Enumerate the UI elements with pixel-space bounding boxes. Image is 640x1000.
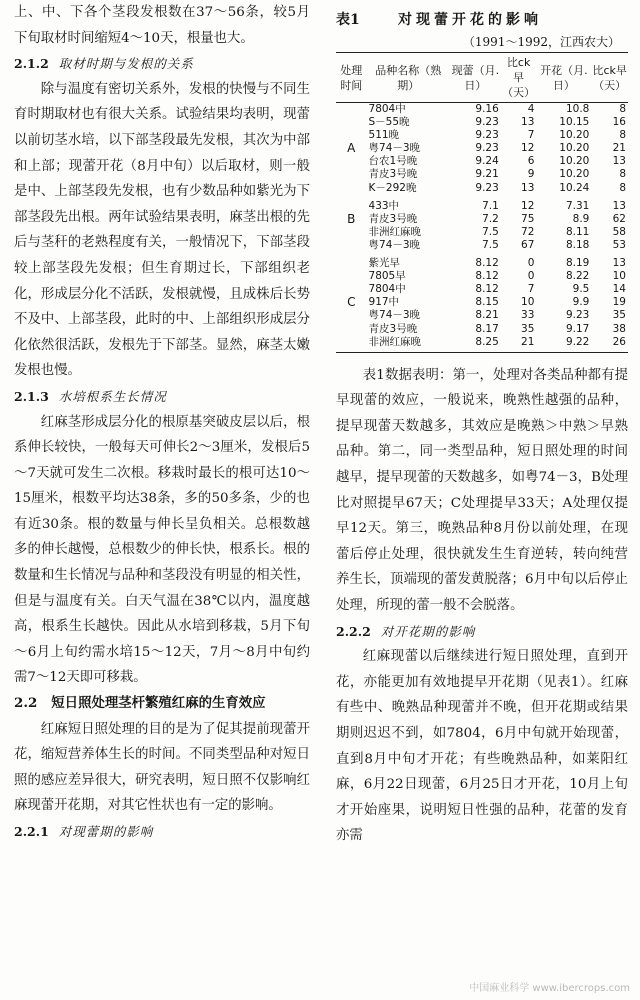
value-cell: 9.17 — [565, 322, 590, 335]
value-cell: 8.9 — [572, 212, 590, 225]
variety-cell: 7804中 — [368, 283, 406, 296]
heading-2-2 — [14, 691, 310, 717]
heading-title: 取材时期与发根的关系 — [58, 56, 194, 72]
value-cell: 8 — [619, 129, 626, 142]
header-cell: 比ck早（天） — [501, 53, 537, 103]
group-cell — [336, 239, 367, 252]
value-cell: 10.20 — [559, 129, 590, 142]
variety-cell: 粤74－3晚 — [368, 238, 421, 251]
heading-number: 2.1.2 — [14, 56, 49, 72]
value-cell: 12 — [521, 142, 535, 155]
value-cell: 9.21 — [475, 168, 499, 181]
variety-cell: K－292晚 — [368, 181, 417, 194]
value-cell: 13 — [612, 199, 626, 212]
group-cell — [336, 226, 367, 239]
value-cell: 21 — [612, 142, 626, 155]
variety-cell: 粤74－3晚 — [368, 142, 421, 155]
header-cell: 开花（月.日） — [536, 53, 591, 103]
heading-number: 2.2.2 — [336, 623, 371, 639]
group-cell — [336, 336, 367, 353]
value-cell: 19 — [612, 296, 626, 309]
value-cell: 58 — [612, 225, 626, 238]
value-cell: 9.9 — [572, 296, 590, 309]
group-cell — [336, 270, 367, 283]
group-cell — [336, 195, 367, 213]
value-cell: 16 — [612, 116, 626, 129]
value-cell: 8.11 — [565, 225, 590, 238]
value-cell: 13 — [612, 257, 626, 270]
group-cell — [336, 323, 367, 336]
table-row — [336, 168, 628, 181]
table-row — [336, 213, 628, 226]
group-cell — [336, 252, 367, 270]
value-cell: 7.5 — [482, 238, 499, 251]
value-cell: 8.19 — [565, 257, 590, 270]
table-title: 对现蕾开花的影响 — [398, 12, 542, 28]
value-cell: 7.1 — [482, 199, 499, 212]
table-row — [336, 182, 628, 195]
table-row — [336, 270, 628, 283]
value-cell: 8 — [619, 181, 626, 194]
value-cell: 8.17 — [475, 322, 499, 335]
variety-cell: S－55晚 — [368, 116, 410, 129]
value-cell: 9.23 — [475, 116, 499, 129]
table-row — [336, 336, 628, 353]
value-cell: 10.8 — [565, 103, 590, 115]
paragraph-2-2-2: 红麻现蕾以后继续进行短日照处理，直到开花，亦能更加有效地提早开花期（见表1）。红麻有些中、晚熟品种现蕾并不晚，但开花期或结果期则迟迟不到，如7804，6月中旬就开始现蕾，直到8月中旬才开花；有些晚熟品种，如莱阳红麻，6月22日现蕾，6月25日才开花，10月上旬才开始座果，说明短日性强的品种，花蕾的发育亦需 — [336, 649, 628, 844]
table-row — [336, 296, 628, 309]
group-cell — [336, 155, 367, 168]
value-cell: 9.23 — [475, 181, 499, 194]
group-cell — [336, 168, 367, 181]
paragraph-2-1-2: 除与温度有密切关系外，发根的快慢与不同生育时期取材也有很大关系。试验结果均表明，现蕾以前切茎水培，以下部茎段最先发根，其次为中部和上部；现蕾开花（8月中旬）以后取材，则一般是中、上部茎段先发根，也有少数品种如紫光为下部茎段先出根。两年试验结果表明，麻茎出根的先后与茎秆的老熟程度有关，一般情况下，下部茎段较上部茎段先发根；但生育期过长，下部组织老化，形成层分化不活跃，发根就慢，且成株后长势不及中、上部茎段，此时的中、上部组织形成层分化依然很活跃，发根先于下部茎。显然，麻茎太嫩发根也慢。 — [14, 81, 310, 379]
value-cell: 10.20 — [559, 142, 590, 155]
group-cell: C — [347, 295, 356, 310]
variety-cell: 台农1号晚 — [368, 155, 418, 168]
heading-2-2-2 — [336, 619, 628, 645]
heading-2-2-1 — [14, 819, 310, 845]
value-cell: 12 — [521, 199, 535, 212]
value-cell: 10.20 — [559, 155, 590, 168]
heading-number: 2.1.3 — [14, 388, 49, 404]
value-cell: 9.24 — [475, 155, 499, 168]
variety-cell: 7805早 — [368, 270, 406, 283]
value-cell: 35 — [521, 322, 535, 335]
data-table — [336, 52, 628, 353]
paragraph-table-analysis: 表1数据表明：第一，处理对各类品种都有提早现蕾的效应，一般说来，晚熟性越强的品种，提早现蕾天数越多，其效应是晚熟＞中熟＞早熟品种。第二，同一类型品种，短日照处理的时间越早，提早现蕾的天数越多，如粤74－3，B处理比对照提早67天；C处理提早33天；A处理仅提早12天。第三，晚熟品种8月份以前处理，在现蕾后停止处理，很快就发生生育逆转，转向纯营养生长，顶端现的蕾发黄脱落；6月中旬以后停止处理，所现的蕾一般不会脱落。 — [336, 367, 628, 614]
group-cell — [336, 116, 367, 129]
variety-cell: 青皮3号晚 — [368, 212, 418, 225]
value-cell: 7 — [527, 129, 535, 142]
header-cell: 处理时间 — [336, 53, 367, 103]
table-row — [336, 226, 628, 239]
heading-title: 对开花期的影响 — [380, 623, 476, 639]
table-row — [336, 283, 628, 296]
table-subtitle: （1991～1992，江西农大） — [462, 35, 620, 49]
variety-cell: 青皮3号晚 — [368, 168, 418, 181]
value-cell: 9.16 — [475, 103, 499, 115]
heading-title: 短日照处理茎杆繁殖红麻的生育效应 — [51, 695, 266, 712]
variety-cell: 511晚 — [368, 129, 400, 142]
table-row — [336, 323, 628, 336]
value-cell: 67 — [521, 238, 535, 251]
left-column — [14, 0, 310, 845]
value-cell: 26 — [591, 336, 628, 353]
variety-cell: 917中 — [368, 296, 400, 309]
group-cell: A — [347, 141, 356, 156]
value-cell: 8.12 — [475, 283, 499, 296]
value-cell: 8.15 — [475, 296, 499, 309]
value-cell: 35 — [612, 309, 626, 322]
heading-number: 2.2.1 — [14, 824, 49, 839]
table-body — [336, 103, 628, 353]
variety-cell: 433中 — [368, 199, 400, 212]
heading-2-1-2 — [14, 51, 310, 77]
variety-cell: 非洲红麻晚 — [368, 225, 422, 238]
value-cell: 9.5 — [572, 283, 590, 296]
value-cell: 13 — [521, 116, 535, 129]
value-cell: 8.12 — [475, 257, 499, 270]
variety-cell: 紫光早 — [368, 257, 401, 270]
value-cell: 4 — [527, 103, 535, 115]
value-cell: 9.23 — [565, 309, 590, 322]
value-cell: 9.23 — [475, 142, 499, 155]
variety-cell: 7804中 — [368, 103, 406, 115]
value-cell: 0 — [527, 270, 535, 283]
table-row — [336, 142, 628, 155]
group-cell: B — [347, 211, 356, 226]
value-cell: 10.20 — [559, 168, 590, 181]
value-cell: 8 — [619, 168, 626, 181]
value-cell: 8.18 — [565, 238, 590, 251]
value-cell: 8.12 — [475, 270, 499, 283]
table-row — [336, 103, 628, 117]
watermark: 中国麻业科学 www.ibercrops.com — [469, 983, 630, 994]
table-row — [336, 129, 628, 142]
value-cell: 8 — [619, 103, 626, 115]
header-cell: 现蕾（月.日） — [450, 53, 501, 103]
header-cell: 比ck早（天） — [591, 53, 628, 103]
value-cell: 33 — [521, 309, 535, 322]
header-cell: 品种名称（熟期） — [367, 53, 450, 103]
table-label: 表1 — [336, 12, 360, 28]
group-cell — [336, 103, 367, 117]
value-cell: 9.23 — [475, 129, 499, 142]
value-cell: 9 — [527, 168, 535, 181]
heading-number: 2.2 — [14, 695, 38, 712]
value-cell: 21 — [501, 336, 537, 353]
heading-title: 水培根系生长情况 — [58, 388, 167, 404]
value-cell: 72 — [521, 225, 535, 238]
value-cell: 14 — [612, 283, 626, 296]
value-cell: 8.25 — [450, 336, 501, 353]
value-cell: 8.21 — [475, 309, 499, 322]
variety-cell: 粤74－3晚 — [368, 309, 421, 322]
value-cell: 53 — [612, 238, 626, 251]
paragraph-top: 上、中、下各个茎段发根数在37～56条，较5月下旬取材时间缩短4～10天，根量也大。 — [14, 5, 310, 46]
value-cell: 7 — [527, 283, 535, 296]
table-row — [336, 309, 628, 322]
value-cell: 7.5 — [482, 225, 499, 238]
table-row — [336, 195, 628, 213]
variety-cell: 非洲红麻晚 — [367, 336, 450, 353]
group-cell — [336, 309, 367, 322]
value-cell: 10 — [521, 296, 535, 309]
value-cell: 62 — [612, 212, 626, 225]
value-cell: 7.31 — [565, 199, 590, 212]
paragraph-2-2: 红麻短日照处理的目的是为了促其提前现蕾开花，缩短营养体生长的时间。不同类型品种对短日照的感应差异很大，研究表明，短日照不仅影响红麻现蕾开花期，对其它性状也有一定的影响。 — [14, 721, 310, 814]
value-cell: 10.15 — [559, 116, 590, 129]
value-cell: 9.22 — [536, 336, 591, 353]
value-cell: 0 — [527, 257, 535, 270]
table-row — [336, 155, 628, 168]
value-cell: 6 — [527, 155, 535, 168]
table-row — [336, 252, 628, 270]
table-caption — [336, 8, 628, 32]
group-cell — [336, 182, 367, 195]
value-cell: 75 — [521, 212, 535, 225]
value-cell: 13 — [521, 181, 535, 194]
heading-2-1-3 — [14, 384, 310, 410]
paragraph-2-1-3: 红麻茎形成层分化的根原基突破皮层以后，根系伸长较快，一般每天可伸长2～3厘米，发根后5～7天就可发生二次根。移栽时最长的根可达10～15厘米，根数平均达38条，多的50多条，少的也有近30条。根的数量与伸长呈负相关。总根数越多的伸长越慢，总根数少的伸长快，根系长。根的数量和生长情况与品种和茎段没有明显的相关性，但是与温度有关。白天气温在38℃以内，温度越高，根系生长越快。因此从水培到移栽，5月下旬～6月上旬约需水培15～12天，7月～8月中旬约需7～12天即可移栽。 — [14, 414, 310, 686]
value-cell: 10 — [612, 270, 626, 283]
table-row — [336, 239, 628, 252]
value-cell: 8.22 — [565, 270, 590, 283]
value-cell: 13 — [612, 155, 626, 168]
table-row — [336, 116, 628, 129]
value-cell: 38 — [612, 322, 626, 335]
variety-cell: 青皮3号晚 — [368, 322, 418, 335]
value-cell: 7.2 — [482, 212, 499, 225]
heading-title: 对现蕾期的影响 — [58, 824, 154, 839]
value-cell: 10.24 — [559, 181, 590, 194]
table-header-row — [336, 53, 628, 103]
right-column — [336, 0, 628, 849]
